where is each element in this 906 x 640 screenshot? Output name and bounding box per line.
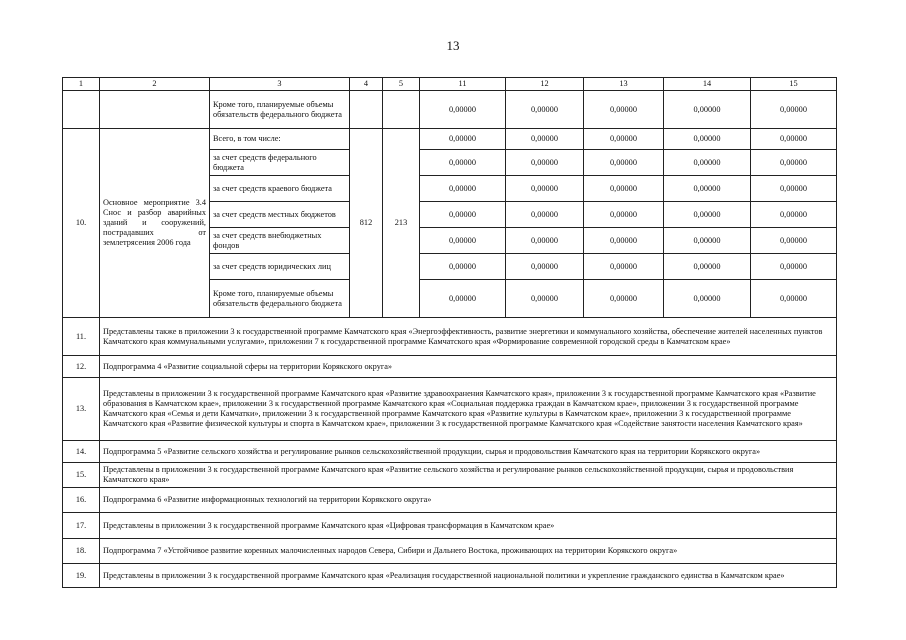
code-col5: 213 bbox=[383, 129, 420, 318]
value-cell: 0,00000 bbox=[751, 129, 837, 150]
column-header: 3 bbox=[210, 78, 350, 91]
table-row bbox=[63, 513, 837, 539]
value-cell: 0,00000 bbox=[664, 150, 751, 176]
funding-source-label: Кроме того, планируемые объемы обязательств федерального бюджета bbox=[210, 280, 350, 318]
value-cell: 0,00000 bbox=[664, 228, 751, 254]
table-row bbox=[63, 463, 837, 488]
value-cell: 0,00000 bbox=[664, 129, 751, 150]
value-cell: 0,00000 bbox=[420, 176, 506, 202]
value-cell: 0,00000 bbox=[420, 150, 506, 176]
funding-source-label: за счет средств юридических лиц bbox=[210, 254, 350, 280]
funding-source-label: Всего, в том числе: bbox=[210, 129, 350, 150]
value-cell: 0,00000 bbox=[751, 150, 837, 176]
value-cell: 0,00000 bbox=[506, 228, 584, 254]
value-cell: 0,00000 bbox=[584, 176, 664, 202]
row-number: 14. bbox=[63, 441, 100, 463]
row-description: Представлены в приложении 3 к государственной программе Камчатского края «Цифровая трансформация в Камчатском крае» bbox=[100, 513, 837, 539]
value-cell: 0,00000 bbox=[420, 254, 506, 280]
value-cell: 0,00000 bbox=[584, 91, 664, 129]
table-row bbox=[63, 539, 837, 564]
row-number: 13. bbox=[63, 378, 100, 441]
table-row bbox=[63, 488, 837, 513]
value-cell: 0,00000 bbox=[506, 91, 584, 129]
column-header: 1 bbox=[63, 78, 100, 91]
column-header: 4 bbox=[350, 78, 383, 91]
value-cell: 0,00000 bbox=[751, 280, 837, 318]
row-description: Представлены в приложении 3 к государственной программе Камчатского края «Реализация государственной национальной политики и укрепление гражданского единства в Камчатском крае» bbox=[100, 564, 837, 588]
value-cell: 0,00000 bbox=[751, 91, 837, 129]
column-header: 15 bbox=[751, 78, 837, 91]
row-number: 16. bbox=[63, 488, 100, 513]
value-cell: 0,00000 bbox=[506, 176, 584, 202]
column-header: 2 bbox=[100, 78, 210, 91]
row-description: Подпрограмма 5 «Развитие сельского хозяйства и регулирование рынков сельскохозяйственной продукции, сырья и продовольствия Камчатского края на территории Корякского округа» bbox=[100, 441, 837, 463]
value-cell: 0,00000 bbox=[664, 202, 751, 228]
value-cell: 0,00000 bbox=[751, 254, 837, 280]
value-cell: 0,00000 bbox=[664, 280, 751, 318]
value-cell: 0,00000 bbox=[584, 150, 664, 176]
row-description: Представлены в приложении 3 к государственной программе Камчатского края «Развитие здравоохранения Камчатского края», приложении 3 к государственной программе Камчатского края «Развитие образования в Камчатском крае», приложении 3 к государственной программе Камчатского края «Социальная поддержка граждан в Камчатском крае», приложении 3 к государственной программе Камчатского края «Семья и дети Камчатки», приложении 3 к государственной программе Камчатского края «Развитие культуры в Камчатском крае», приложении 3 к государственной программе Камчатского края «Развитие физической культуры и спорта в Камчатском крае», приложении 3 к государственной программе Камчатского края «Содействие занятости населения Камчатского края» bbox=[100, 378, 837, 441]
row-description: Представлены в приложении 3 к государственной программе Камчатского края «Развитие сельского хозяйства и регулирование рынков сельскохозяйственной продукции, сырья и продовольствия Камчатского края» bbox=[100, 463, 837, 488]
row-description: Подпрограмма 6 «Развитие информационных технологий на территории Корякского округа» bbox=[100, 488, 837, 513]
row-number: 12. bbox=[63, 356, 100, 378]
value-cell: 0,00000 bbox=[751, 202, 837, 228]
value-cell: 0,00000 bbox=[420, 129, 506, 150]
value-cell: 0,00000 bbox=[506, 202, 584, 228]
page-number: 13 bbox=[446, 38, 460, 53]
value-cell: 0,00000 bbox=[506, 254, 584, 280]
program-table bbox=[62, 77, 837, 588]
value-cell: 0,00000 bbox=[584, 202, 664, 228]
column-header: 14 bbox=[664, 78, 751, 91]
funding-source-label: за счет средств внебюджетных фондов bbox=[210, 228, 350, 254]
table-row bbox=[63, 564, 837, 588]
value-cell: 0,00000 bbox=[664, 91, 751, 129]
value-cell: 0,00000 bbox=[584, 228, 664, 254]
funding-source-label: за счет средств федерального бюджета bbox=[210, 150, 350, 176]
value-cell: 0,00000 bbox=[420, 228, 506, 254]
column-header: 12 bbox=[506, 78, 584, 91]
funding-source-label: за счет средств местных бюджетов bbox=[210, 202, 350, 228]
table-row bbox=[63, 441, 837, 463]
table-row bbox=[63, 91, 837, 129]
row-number: 15. bbox=[63, 463, 100, 488]
row-description: Подпрограмма 7 «Устойчивое развитие коренных малочисленных народов Севера, Сибири и Дальнего Востока, проживающих на территории Корякского округа» bbox=[100, 539, 837, 564]
value-cell: 0,00000 bbox=[584, 129, 664, 150]
row-description: Представлены также в приложении 3 к государственной программе Камчатского края «Энергоэффективность, развитие энергетики и коммунального хозяйства, обеспечение жителей населенных пунктов Камчатского края коммунальными услугами», приложении 7 к государственной программе Камчатского края «Формирование современной городской среды в Камчатском крае» bbox=[100, 318, 837, 356]
value-cell: 0,00000 bbox=[751, 176, 837, 202]
row-number: 18. bbox=[63, 539, 100, 564]
value-cell: 0,00000 bbox=[751, 228, 837, 254]
row-number: 10. bbox=[63, 129, 100, 318]
row-number: 17. bbox=[63, 513, 100, 539]
value-cell: 0,00000 bbox=[420, 280, 506, 318]
value-cell: 0,00000 bbox=[420, 91, 506, 129]
measure-name: Основное мероприятие 3.4 Снос и разбор аварийных зданий и сооружений, пострадавших от землетрясения 2006 года bbox=[100, 129, 210, 318]
value-cell: 0,00000 bbox=[584, 280, 664, 318]
funding-source-label: Кроме того, планируемые объемы обязательств федерального бюджета bbox=[210, 91, 350, 129]
table-row bbox=[63, 129, 837, 150]
value-cell: 0,00000 bbox=[664, 254, 751, 280]
value-cell: 0,00000 bbox=[506, 129, 584, 150]
value-cell: 0,00000 bbox=[420, 202, 506, 228]
code-col4: 812 bbox=[350, 129, 383, 318]
row-description: Подпрограмма 4 «Развитие социальной сферы на территории Корякского округа» bbox=[100, 356, 837, 378]
column-header: 11 bbox=[420, 78, 506, 91]
table-header-row bbox=[63, 78, 837, 91]
value-cell: 0,00000 bbox=[506, 280, 584, 318]
table-row bbox=[63, 378, 837, 441]
row-number: 19. bbox=[63, 564, 100, 588]
value-cell: 0,00000 bbox=[584, 254, 664, 280]
column-header: 5 bbox=[383, 78, 420, 91]
table-row bbox=[63, 318, 837, 356]
value-cell: 0,00000 bbox=[506, 150, 584, 176]
row-number: 11. bbox=[63, 318, 100, 356]
column-header: 13 bbox=[584, 78, 664, 91]
table-row bbox=[63, 356, 837, 378]
value-cell: 0,00000 bbox=[664, 176, 751, 202]
funding-source-label: за счет средств краевого бюджета bbox=[210, 176, 350, 202]
